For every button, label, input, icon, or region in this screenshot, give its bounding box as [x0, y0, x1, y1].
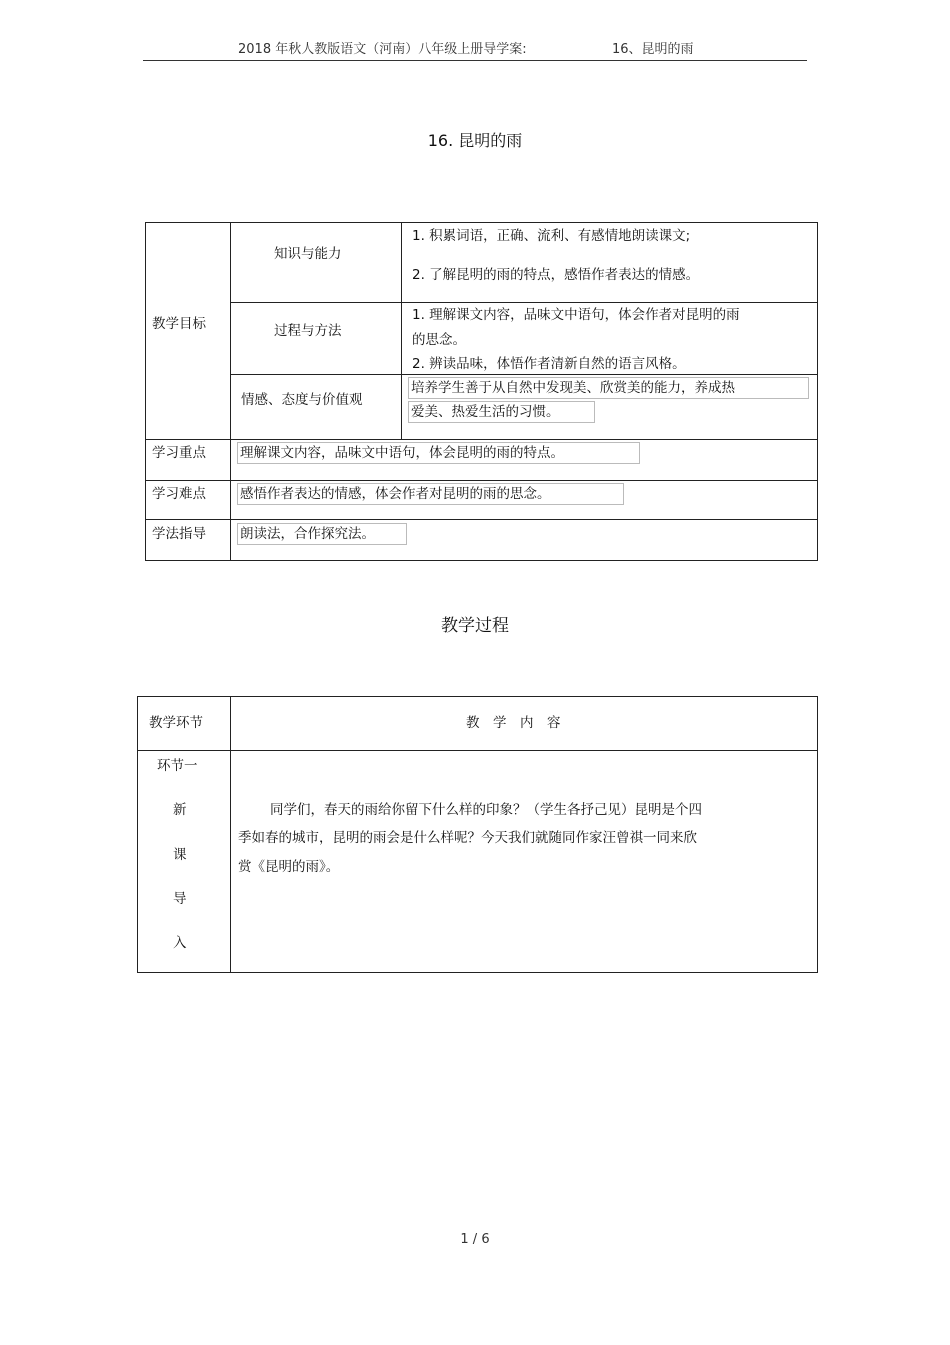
process-label: 过程与方法 — [274, 323, 342, 339]
process-col2-header: 教 学 内 容 — [466, 715, 561, 731]
method-text: 朗读法，合作探究法。 — [240, 526, 375, 542]
process-section-title: 教学过程 — [441, 616, 509, 636]
emotion-text: 爱美、热爱生活的习惯。 — [411, 404, 560, 420]
process-item: 2. 辨读品味，体悟作者清新自然的语言风格。 — [412, 356, 686, 372]
process-item: 的思念。 — [412, 332, 466, 348]
objectives-group-label: 教学目标 — [152, 316, 206, 332]
knowledge-label: 知识与能力 — [274, 246, 342, 262]
key-point-label: 学习重点 — [152, 445, 206, 461]
process-item: 1. 理解课文内容，品味文中语句，体会作者对昆明的雨 — [412, 307, 740, 323]
page-header — [143, 36, 807, 61]
difficulty-text: 感悟作者表达的情感，体会作者对昆明的雨的思念。 — [240, 486, 551, 502]
emotion-text: 培养学生善于从自然中发现美、欣赏美的能力，养成热 — [411, 380, 735, 396]
emotion-label: 情感、态度与价值观 — [241, 392, 363, 408]
process-col1-header: 教学环节 — [149, 715, 203, 731]
key-point-text: 理解课文内容，品味文中语句，体会昆明的雨的特点。 — [240, 445, 564, 461]
page-number: 1 / 6 — [460, 1232, 490, 1247]
method-label: 学法指导 — [152, 526, 206, 542]
difficulty-label: 学习难点 — [152, 486, 206, 502]
section-char: 新 — [173, 802, 187, 818]
section-label: 环节一 — [157, 758, 198, 774]
knowledge-item: 1. 积累词语，正确、流利、有感情地朗读课文; — [412, 228, 691, 244]
section-char: 入 — [173, 935, 187, 951]
header-course-title: 2018 年秋人教版语文（河南）八年级上册导学案: — [238, 42, 527, 57]
header-lesson-title: 16、昆明的雨 — [612, 42, 694, 57]
section-content-line: 同学们，春天的雨给你留下什么样的印象？（学生各抒己见）昆明是个四 — [270, 802, 702, 818]
section-content-line: 赏《昆明的雨》。 — [238, 859, 340, 875]
document-title: 16. 昆明的雨 — [427, 131, 523, 150]
section-char: 导 — [173, 891, 187, 907]
knowledge-item: 2. 了解昆明的雨的特点，感悟作者表达的情感。 — [412, 267, 700, 283]
section-char: 课 — [173, 847, 187, 863]
section-content-line: 季如春的城市，昆明的雨会是什么样呢？今天我们就随同作家汪曾祺一同来欣 — [238, 830, 697, 846]
